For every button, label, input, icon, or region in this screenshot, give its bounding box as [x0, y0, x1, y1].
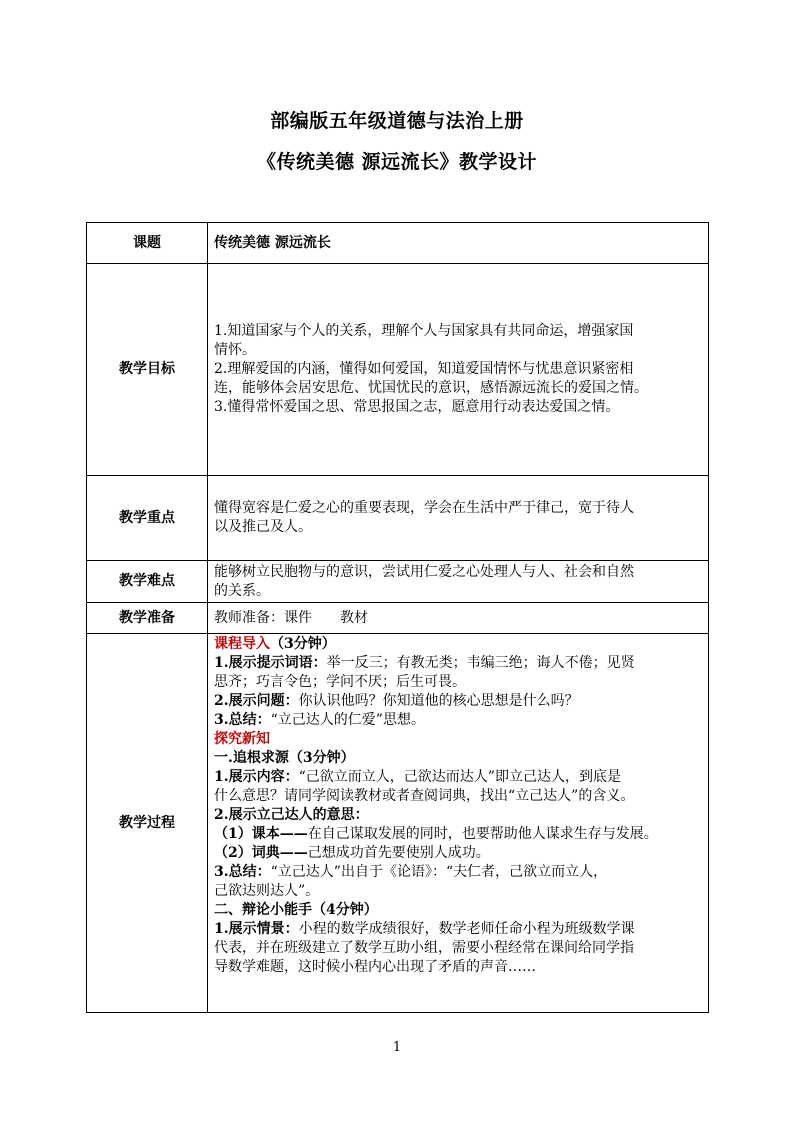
s1-text-cont: 什么意思？请同学阅读教材或者查阅词典，找出“立己达人”的含义。 [214, 788, 635, 804]
table-row-topic [87, 223, 709, 264]
preparation-label: 教学准备 [87, 603, 208, 634]
key-points-label: 教学重点 [87, 476, 208, 561]
process-label: 教学过程 [87, 634, 208, 1013]
difficulties-content [208, 561, 709, 603]
s3-text: “立己达人”出自于《论语》：“夫仁者，己欲立而立人， [270, 864, 608, 880]
table-row-process [87, 634, 709, 1013]
difficulties-label: 教学难点 [87, 561, 208, 603]
document-title-line1: 部编版五年级道德与法治上册 [270, 110, 524, 132]
p1-label: 1.展示提示词语： [214, 655, 327, 671]
table-row-goals [87, 264, 709, 476]
s2-item1-text: 在自己谋取发展的同时，也要帮助他人谋求生存与发展。 [307, 826, 658, 842]
s2-item2-label: （2）词典—— [214, 845, 308, 861]
s3-text-cont: 己欲达则达人”。 [214, 883, 320, 899]
s2-item1-label: （1）课本—— [214, 826, 308, 842]
goal-line: 情怀。 [214, 342, 256, 358]
key-point-line: 懂得宽容是仁爱之心的重要表现，学会在生活中严于律己，宽于待人 [214, 500, 634, 516]
page-number: 1 [392, 1040, 402, 1055]
preparation-content [208, 603, 709, 634]
difficulty-line: 能够树立民胞物与的意识，尝试用仁爱之心处理人与人、社会和自然 [214, 563, 634, 580]
p3-text: “立己达人的仁爱”思想。 [270, 712, 425, 728]
s1-text: “己欲立而立人，己欲达而达人”即立己达人，到底是 [298, 769, 621, 785]
goal-line: 1.知道国家与个人的关系，理解个人与国家具有共同命运，增强家国 [214, 323, 634, 339]
p2-label: 2.展示问题： [214, 693, 299, 709]
preparation-teacher: 教师准备：课件 [214, 609, 312, 626]
s2-label: 2.展示立己达人的意思： [214, 807, 369, 823]
s2-item2-text: 己想成功首先要使别人成功。 [307, 845, 490, 861]
t1-label: 1.展示情景： [214, 921, 299, 937]
preparation-material: 教材 [340, 609, 368, 626]
topic-value: 传统美德 源远流长 [208, 223, 709, 264]
t1-text-cont2: 导数学难题，这时候小程内心出现了矛盾的声音…… [214, 959, 536, 975]
p1-text: 举一反三；有教无类；韦编三绝；诲人不倦；见贤 [326, 655, 635, 671]
table-row-preparation [87, 603, 709, 634]
section1-heading: 一.追根求源（3分钟） [214, 750, 355, 766]
table-row-key-points [87, 476, 709, 561]
intro-heading: 课程导入 [214, 636, 270, 652]
section2-heading: 二、辩论小能手（4分钟） [214, 902, 378, 918]
key-point-line: 以及推己及人。 [214, 519, 312, 535]
t1-text: 小程的数学成绩很好，数学老师任命小程为班级数学课 [298, 921, 635, 937]
lesson-plan-table [86, 222, 709, 1013]
difficulty-line: 的关系。 [214, 582, 270, 599]
intro-time: （3分钟） [270, 636, 336, 652]
goal-line: 2.理解爱国的内涵，懂得如何爱国，知道爱国情怀与忧患意识紧密相 [214, 361, 634, 377]
goals-label: 教学目标 [87, 264, 208, 476]
key-points-content [208, 476, 709, 561]
s1-label: 1.展示内容： [214, 769, 299, 785]
goal-line: 3.懂得常怀爱国之思、常思报国之志，愿意用行动表达爱国之情。 [214, 399, 620, 415]
document-title-line2: 《传统美德 源远流长》教学设计 [256, 151, 538, 173]
explore-heading: 探究新知 [214, 731, 270, 747]
topic-label: 课题 [87, 223, 208, 264]
p3-label: 3.总结： [214, 712, 271, 728]
goal-line: 连，能够体会居安思危、忧国忧民的意识，感悟源远流长的爱国之情。 [214, 380, 648, 396]
t1-text-cont: 代表，并在班级建立了数学互助小组，需要小程经常在课间给同学指 [214, 940, 634, 956]
p1-text-cont: 思齐；巧言令色；学问不厌；后生可畏。 [214, 674, 466, 690]
table-row-difficulties [87, 561, 709, 603]
p2-text: 你认识他吗？你知道他的核心思想是什么吗？ [298, 693, 579, 709]
process-content [208, 634, 709, 1013]
s3-label: 3.总结： [214, 864, 271, 880]
goals-content [208, 264, 709, 476]
